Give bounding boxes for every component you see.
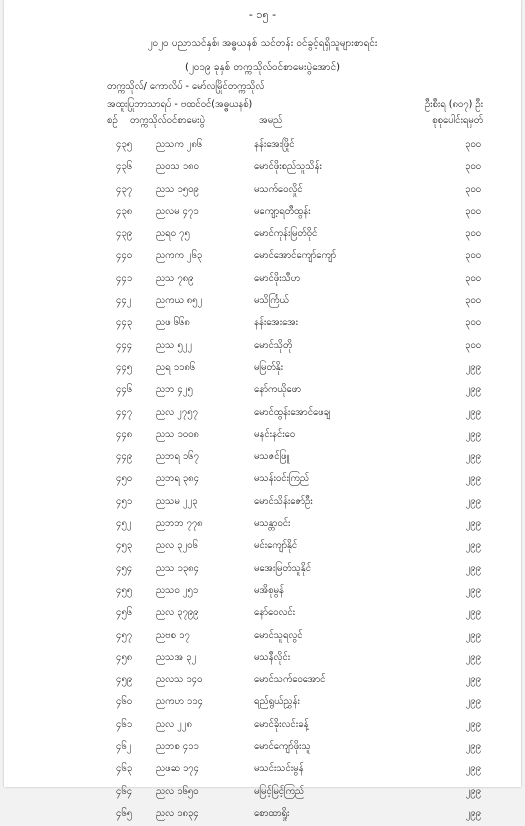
total-marks: ၂၉၉ <box>465 629 481 641</box>
row-number: ၄၅၃ <box>116 540 133 552</box>
row-number: ၄၃၉ <box>116 228 133 240</box>
student-name: မောင်ကုန်းမြတ်ဝိုင် <box>254 228 318 240</box>
total-marks: ၂၉၉ <box>465 495 481 507</box>
table-row <box>4 224 521 246</box>
roll-number: ညရ ၁၁၈၆ <box>156 361 196 373</box>
total-marks: ၂၉၉ <box>465 651 481 663</box>
total-marks: ၂၉၉ <box>465 674 481 686</box>
row-number: ၄၅၄ <box>116 562 133 574</box>
table-row <box>4 202 521 224</box>
major-subject-label: အထူးပြုဘာသာရပ် - ဗထင်ဝင်(အဓ္ဓယနစ်) <box>107 99 253 110</box>
row-number: ၄၃၇ <box>116 183 133 195</box>
student-name: မသနီလိုင်း <box>254 651 291 663</box>
total-marks: ၂၉၉ <box>465 384 481 396</box>
row-number: ၄၅၇ <box>116 629 133 641</box>
table-row <box>4 403 521 425</box>
row-number: ၄၃၆ <box>116 161 133 173</box>
table-row <box>4 536 521 558</box>
roll-number: ညသ ၁၀၀၈ <box>156 428 199 440</box>
table-row <box>4 447 521 469</box>
student-name: စောထာရှိုး <box>254 807 290 819</box>
total-marks: ၂၉၉ <box>465 518 481 530</box>
table-row <box>4 135 521 157</box>
table-row <box>4 670 521 692</box>
row-number: ၄၄၀ <box>116 250 133 262</box>
student-name: မောင်ထွန်းအောင်ဖေချ <box>254 406 331 418</box>
roll-number: ညဘ ၄၂၅ <box>156 384 193 396</box>
total-marks: ၂၉၉ <box>465 696 481 708</box>
total-count-label: ဦးစီးရ (၈၀၇) ဦး <box>424 99 483 110</box>
roll-number: ညသ ၇၈၉ <box>156 272 194 284</box>
roll-number: ညလသ ၁၄၀ <box>156 674 203 686</box>
total-marks: ၃၀၀ <box>464 228 481 240</box>
total-marks: ၃၀၀ <box>464 183 481 195</box>
row-number: ၄၃၅ <box>116 139 133 150</box>
roll-number: ညကယ ၈၅၂ <box>156 295 203 307</box>
student-name: မသင်းသင်းမွန် <box>254 763 304 775</box>
student-list <box>4 135 521 826</box>
document-subtitle: (၂၀၁၉ ခုနှစ် တက္ကသိုလ်ဝင်စာမေးပွဲအောင်) <box>184 62 341 73</box>
student-name: မနင်းနင်းဝေ <box>254 428 296 440</box>
roll-number: ညလမ ၄၇၁ <box>156 205 199 217</box>
student-name: မောင်သိုတို <box>254 339 293 351</box>
student-name: မကျော့ရတီထွန်း <box>254 205 311 217</box>
total-marks: ၂၉၉ <box>465 718 481 730</box>
total-marks: ၂၉၉ <box>465 607 481 619</box>
document-title: ၂၀၂၀ ပညာသင်နှစ်၊ အဓ္ဓယနစ် သင်တန်း ဝင်ခွင့်ရရှိသူများစာရင်း <box>147 38 378 49</box>
column-header-roll: တက္ကသိုလ်ဝင်စာမေးပွဲ <box>130 115 205 126</box>
row-number: ၄၅၈ <box>116 651 133 663</box>
roll-number: ညသက ၂၈၆ <box>156 139 203 150</box>
row-number: ၄၅၁ <box>116 495 133 507</box>
student-name: မသဇင်ဖြူ <box>254 451 290 463</box>
total-marks: ၂၉၉ <box>465 763 481 775</box>
row-number: ၄၃၈ <box>116 205 133 217</box>
column-header-name: အမည် <box>259 115 283 126</box>
page-number: - ၁၅ - <box>248 8 277 21</box>
student-name: နန်းအေးဖြိုင် <box>254 139 295 150</box>
roll-number: ညရ၀ ၇၅ <box>156 228 190 240</box>
row-number: ၄၄၂ <box>116 295 132 307</box>
student-name: နော်ဝေလင်း <box>254 607 296 619</box>
roll-number: ညဘစ ၄၁၁ <box>156 741 199 753</box>
student-name: မအေးမြတ်သူနိုင် <box>254 562 311 574</box>
table-row <box>4 648 521 670</box>
student-name: မမြတ်နိုး <box>254 361 284 373</box>
table-row <box>4 782 521 804</box>
university-label: တက္ကသိုလ်/ ကောလိပ် - မော်လမြိုင်တက္ကသိုလ် <box>107 81 265 92</box>
student-name: မသန္တာဝင်း <box>254 518 291 530</box>
total-marks: ၃၀၀ <box>464 139 481 150</box>
total-marks: ၂၉၉ <box>465 785 481 797</box>
total-marks: ၂၉၉ <box>465 473 481 485</box>
row-number: ၄၆၀ <box>116 696 133 708</box>
column-header-number: စဉ် <box>107 115 118 126</box>
row-number: ၄၄၇ <box>116 406 133 418</box>
roll-number: ညဘရ ၁၆၇ <box>156 451 199 463</box>
student-name: နော်ကယိုဖော <box>254 384 301 396</box>
student-name: ရည်ရွယ်ညွှန်း <box>254 696 300 708</box>
roll-number: ညလ ၃၂၀၆ <box>156 540 198 552</box>
roll-number: ညဘရ ၃၈၄ <box>156 473 199 485</box>
student-name: မောင်အောင်ကျော်ကျော် <box>254 250 337 262</box>
row-number: ၄၆၃ <box>116 763 133 775</box>
roll-number: ညလ ၁၈၃၄ <box>156 807 199 819</box>
student-name: မောင်ဖိုးစည်သူသိန်း <box>254 161 322 173</box>
total-marks: ၃၀၀ <box>464 205 481 217</box>
total-marks: ၂၉၉ <box>465 406 481 418</box>
student-name: မမြင့်မြင့်ကြည် <box>254 785 305 797</box>
total-marks: ၂၉၉ <box>465 428 481 440</box>
total-marks-header: စုစုပေါင်းရမှတ် <box>432 115 483 126</box>
roll-number: ညသအ ၃၂ <box>156 651 197 663</box>
row-number: ၄၄၆ <box>116 384 133 396</box>
student-name: မောင်ခိုးလင်းခန့် <box>254 718 309 730</box>
table-row <box>4 715 521 737</box>
row-number: ၄၆၁ <box>116 718 133 730</box>
total-marks: ၃၀၀ <box>464 317 481 329</box>
table-row <box>4 157 521 179</box>
table-row <box>4 336 521 358</box>
student-name: မအိစုမွန် <box>254 584 284 596</box>
row-number: ၄၄၉ <box>116 451 133 463</box>
total-marks: ၃၀၀ <box>464 295 481 307</box>
row-number: ၄၄၈ <box>116 428 133 440</box>
row-number: ၄၆၂ <box>116 741 132 753</box>
row-number: ၄၆၄ <box>116 785 133 797</box>
student-name: မသိင်္ကြယ် <box>254 295 289 307</box>
table-row <box>4 514 521 536</box>
roll-number: ညလ ၁၆၅၀ <box>156 785 199 797</box>
student-name: မောင်ဖိုးသီဟ <box>254 272 301 284</box>
student-name: နန်းအေးအေး <box>254 317 299 329</box>
student-name: မောင်သိန်းဇော်ဦး <box>254 495 313 507</box>
table-row <box>4 626 521 648</box>
total-marks: ၃၀၀ <box>464 339 481 351</box>
table-row <box>4 180 521 202</box>
roll-number: ညလ ၂၇၅၇ <box>156 406 198 418</box>
row-number: ၄၄၄ <box>116 339 133 351</box>
table-row <box>4 492 521 514</box>
total-marks: ၂၉၉ <box>465 451 481 463</box>
total-marks: ၂၉၉ <box>465 741 481 753</box>
student-name: မောင်သက်ဝေအောင် <box>254 674 326 686</box>
table-row <box>4 269 521 291</box>
roll-number: ညဘဘ ၇၇၈ <box>156 518 203 530</box>
table-row <box>4 692 521 714</box>
row-number: ၄၄၃ <box>116 317 133 329</box>
table-row <box>4 603 521 625</box>
total-marks: ၃၀၀ <box>464 250 481 262</box>
roll-number: ညဝသ ၁၈၀ <box>156 161 199 173</box>
roll-number: ညလ ၃၇၉၉ <box>156 607 199 619</box>
table-row <box>4 425 521 447</box>
table-row <box>4 581 521 603</box>
row-number: ၄၅၅ <box>116 584 133 596</box>
roll-number: ညဗစ ၁၇ <box>156 629 190 641</box>
row-number: ၄၅၀ <box>116 473 133 485</box>
row-number: ၄၅၉ <box>116 674 133 686</box>
roll-number: ညသ၀ ၂၅၁ <box>156 584 199 596</box>
total-marks: ၂၉၉ <box>465 562 481 574</box>
roll-number: ညသ ၅၂၂ <box>156 339 193 351</box>
row-number: ၄၅၆ <box>116 607 133 619</box>
roll-number: ညသမ ၂၂၃ <box>156 495 198 507</box>
student-name: မောင်သူရလွင် <box>254 629 303 641</box>
total-marks: ၂၉၉ <box>465 361 481 373</box>
row-number: ၄၅၂ <box>116 518 132 530</box>
student-name: မောင်ကျော်ဖိုးသူ <box>254 741 311 753</box>
roll-number: ညသ ၁၃၈၄ <box>156 562 199 574</box>
total-marks: ၂၉၉ <box>465 540 481 552</box>
table-row <box>4 246 521 268</box>
table-row <box>4 291 521 313</box>
total-marks: ၃၀၀ <box>464 161 481 173</box>
roll-number: ညကဟ ၁၁၄ <box>156 696 203 708</box>
roll-number: ညဖဆ ၁၇၄ <box>156 763 199 775</box>
table-row <box>4 358 521 380</box>
student-name: မသန်းဝင်းကြည် <box>254 473 310 485</box>
table-row <box>4 559 521 581</box>
table-row <box>4 759 521 781</box>
row-number: ၄၄၅ <box>116 361 133 373</box>
row-number: ၄၄၁ <box>116 272 133 284</box>
roll-number: ညဖ ၆၆၈ <box>156 317 190 329</box>
document-page <box>4 0 521 819</box>
total-marks: ၃၀၀ <box>464 272 481 284</box>
student-name: မင်းကျော်နိုင် <box>254 540 298 552</box>
table-row <box>4 380 521 402</box>
student-name: မသက်ဝေလှိုင် <box>254 183 303 195</box>
roll-number: ညကက ၂၆၃ <box>156 250 203 262</box>
table-row <box>4 469 521 491</box>
roll-number: ညလ ၂၂၈ <box>156 718 192 730</box>
total-marks: ၂၉၉ <box>465 807 481 819</box>
table-row <box>4 313 521 335</box>
roll-number: ညသ ၁၅၀၉ <box>156 183 199 195</box>
total-marks: ၂၉၉ <box>465 584 481 596</box>
table-row <box>4 804 521 826</box>
row-number: ၄၆၅ <box>116 807 133 819</box>
table-row <box>4 737 521 759</box>
